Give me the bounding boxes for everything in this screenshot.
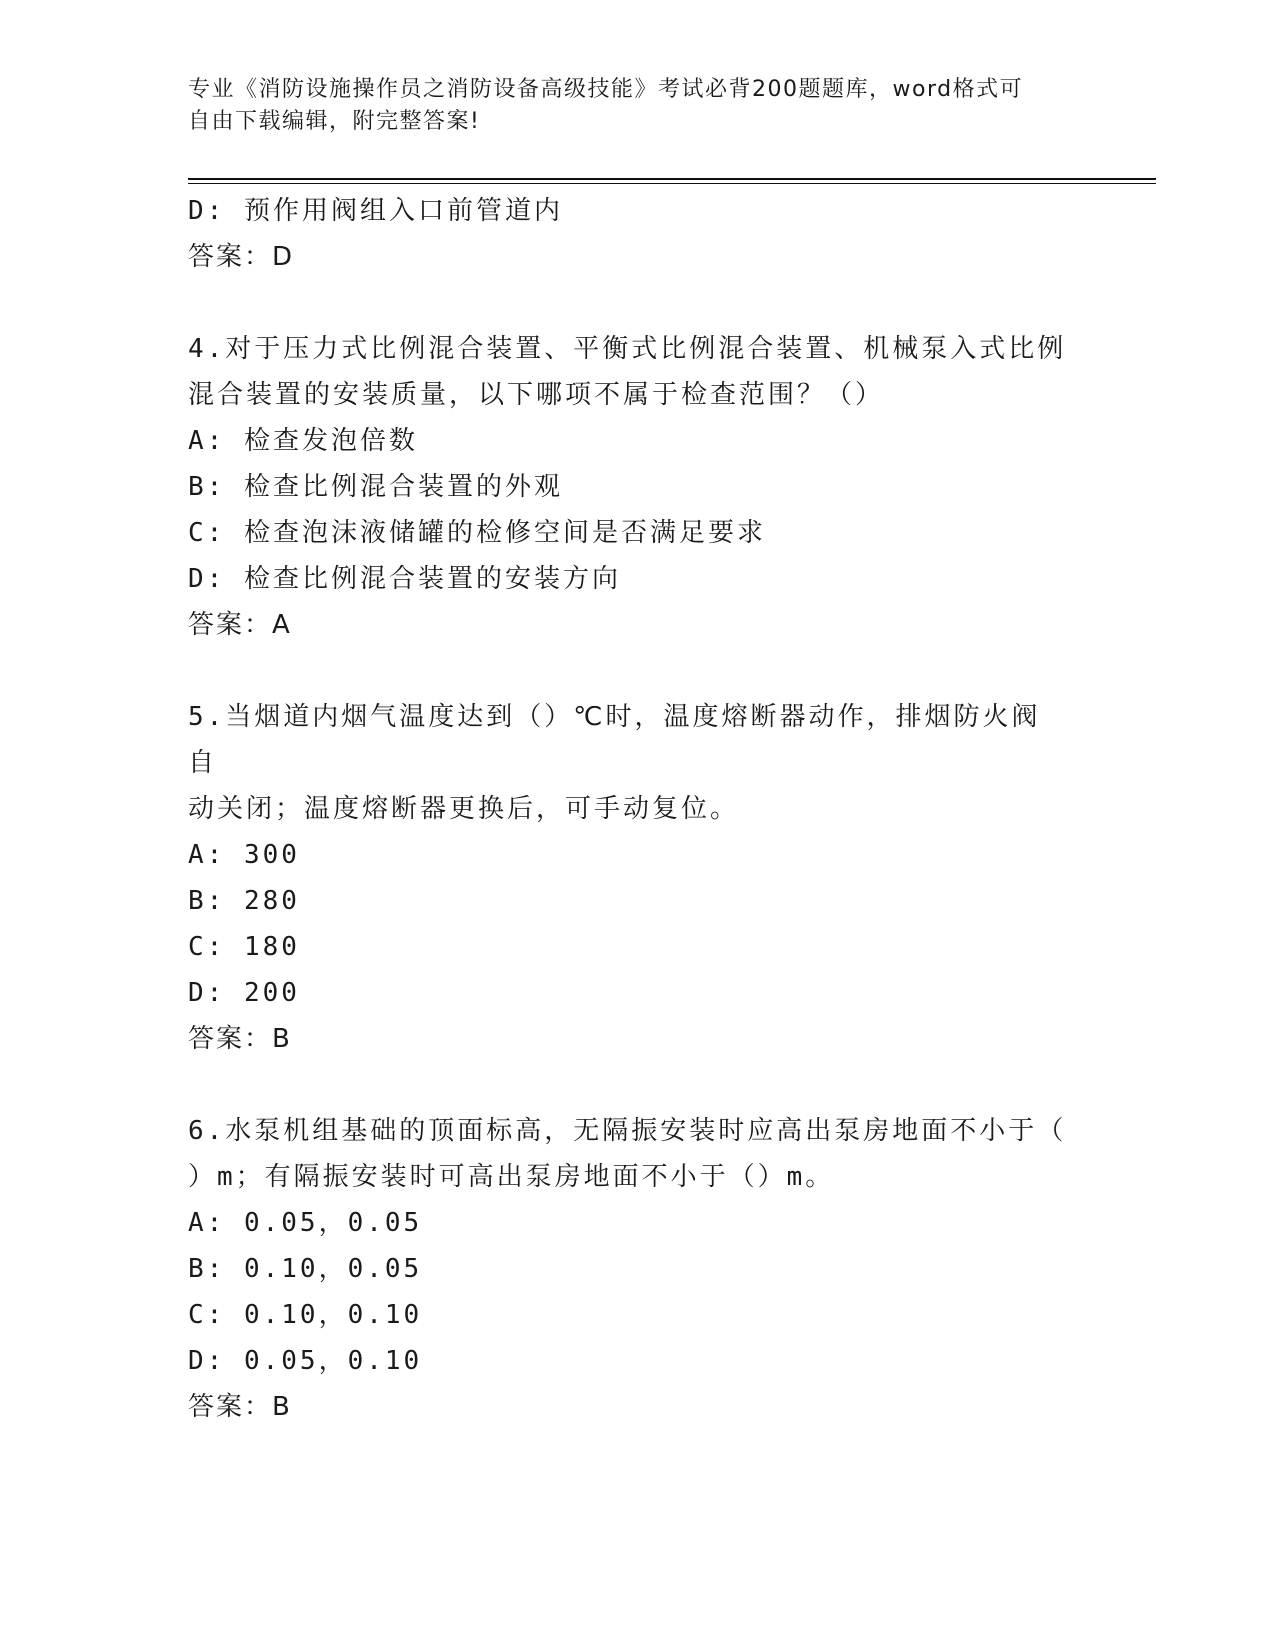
question-stem-line-2: ）m；有隔振安装时可高出泵房地面不小于（）m。 <box>188 1162 835 1192</box>
question-stem-line-2: 动关闭；温度熔断器更换后，可手动复位。 <box>188 794 740 824</box>
option-b: B: 280 <box>188 886 300 916</box>
header-line-2: 自由下载编辑，附完整答案! <box>188 109 481 134</box>
option-c: C: 180 <box>188 932 300 962</box>
header-divider-thick <box>188 178 1156 180</box>
question-4 <box>188 326 1068 648</box>
answer-line: 答案：D <box>188 242 295 272</box>
spacer <box>188 648 1068 694</box>
page-header <box>188 74 1068 138</box>
option-d: D: 预作用阀组入口前管道内 <box>188 196 563 226</box>
option-c: C: 检查泡沫液储罐的检修空间是否满足要求 <box>188 518 766 548</box>
header-line-1: 专业《消防设施操作员之消防设备高级技能》考试必背200题题库，word格式可 <box>188 77 1024 102</box>
question-5 <box>188 694 1068 1062</box>
answer-line: 答案：B <box>188 1392 292 1422</box>
question-stem-line-1: 6.水泵机组基础的顶面标高，无隔振安装时应高出泵房地面不小于（ <box>188 1116 1067 1146</box>
question-6 <box>188 1108 1068 1430</box>
answer-line: 答案：A <box>188 610 292 640</box>
question-list <box>188 188 1068 1430</box>
question-stem-line-2: 混合装置的安装质量，以下哪项不属于检查范围？（） <box>188 380 885 410</box>
option-d: D: 检查比例混合装置的安装方向 <box>188 564 621 594</box>
option-a: A: 0.05，0.05 <box>188 1208 423 1238</box>
previous-question-tail <box>188 188 1068 280</box>
option-c: C: 0.10，0.10 <box>188 1300 423 1330</box>
option-a: A: 检查发泡倍数 <box>188 426 418 456</box>
option-b: B: 检查比例混合装置的外观 <box>188 472 563 502</box>
spacer <box>188 1062 1068 1108</box>
header-divider-thin <box>188 183 1156 184</box>
answer-line: 答案：B <box>188 1024 292 1054</box>
option-b: B: 0.10，0.05 <box>188 1254 423 1284</box>
option-d: D: 0.05，0.10 <box>188 1346 423 1376</box>
question-stem-line-1: 4.对于压力式比例混合装置、平衡式比例混合装置、机械泵入式比例 <box>188 334 1067 364</box>
spacer <box>188 280 1068 326</box>
question-stem-line-1: 5.当烟道内烟气温度达到（）℃时，温度熔断器动作，排烟防火阀自 <box>188 702 1041 778</box>
option-d: D: 200 <box>188 978 300 1008</box>
option-a: A: 300 <box>188 840 300 870</box>
